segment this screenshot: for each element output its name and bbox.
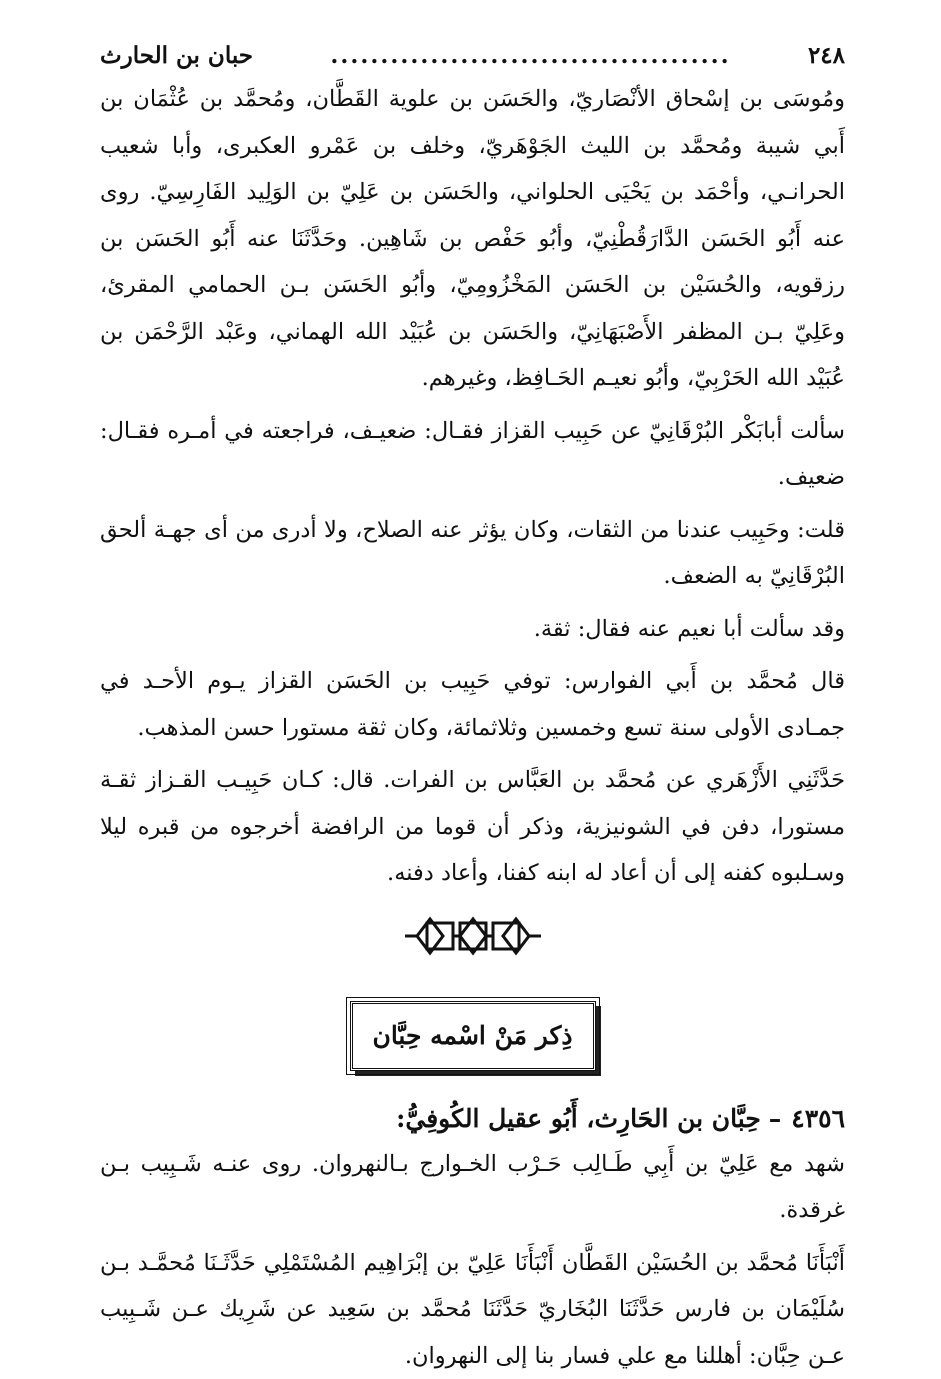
paragraph-5: قال مُحمَّد بن أَبي الفوارس: توفي حَبِيب بن الحَسَن القزاز يـوم الأحـد في جمـادى الأولى سنة تسع وخمسين وثلاثمائة، وكان ثقة مستورا حسن المذهب. [100, 658, 845, 751]
running-header [100, 36, 845, 76]
paragraph-3: قلت: وحَبِيب عندنا من الثقات، وكان يؤثر عنه الصلاح، ولا أدرى من أى جهـة ألحق البُرْقَانِيّ به الضعف. [100, 507, 845, 600]
entry-heading [100, 1097, 845, 1141]
page-number: ٢٤٨ [808, 36, 845, 76]
header-leader-dots: ........................................ [263, 36, 798, 76]
paragraph-6: حَدَّثَنِي الأَزْهَري عن مُحمَّد بن العَبَّاس بن الفرات. قال: كـان حَبِيـب القـزاز ثقـة مستورا، دفن في الشونيزية، وذكر أن قوما من الرافضة أخرجوه من قبره ليلا وسـلبوه كفنه إلى أن أعاد له ابنه كفنا، وأعاد دفنه. [100, 757, 845, 897]
entry-title: حِبَّان بن الحَارِث، أَبُو عقيل الكُوفِيُّ: [396, 1104, 761, 1133]
section-title: ذِكر مَنْ اسْمه حِبَّان [372, 1021, 572, 1050]
paragraph-4: وقد سألت أبا نعيم عنه فقال: ثقة. [100, 606, 845, 653]
ornament-divider-icon [403, 911, 543, 961]
entry-dash: – [769, 1104, 782, 1133]
paragraph-8: أَنْبَأَنَا مُحمَّد بن الحُسَيْن القَطَّان أَنْبَأَنَا عَلِيّ بن إبْرَاهِيم المُسْتَمْلِي حَدَّثَـنَا مُحمَّـد بـن سُلَيْمَان بن فارس حَدَّثَنَا البُخَاريّ حَدَّثَنَا مُحمَّد بن سَعِيد عن شَرِيك عـن شَـبِيب عـن حِبَّان: أهللنا مع علي فسار بنا إلى النهروان. [100, 1240, 845, 1379]
paragraph-1: ومُوسَى بن إسْحاق الأنْصَاريّ، والحَسَن بن علوية القَطَّان، ومُحمَّد بن عُثْمَان بن أَبي شيبة ومُحمَّد بن الليث الجَوْهَريّ، وخلف بن عَمْرو العكبرى، وأبا شعيب الحرانـي، وأحْمَد بن يَحْيَى الحلواني، والحَسَن بن عَلِيّ بن الوَلِيد الفَارِسِيّ. روى عنه أَبُو الحَسَن الدَّارَقُطْنِيّ، وأبُو حَفْص بن شَاهِين. وحَدَّثَنَا عنه أَبُو الحَسَن بن رزقويه، والحُسَيْن بن الحَسَن المَخْزُومِيّ، وأبُو الحَسَن بـن الحمامي المقرئ، وعَلِيّ بـن المظفر الأَصْبَهَانِيّ، والحَسَن بن عُبَيْد الله الهماني، وعَبْد الرَّحْمَن بن عُبَيْد الله الحَرْبِيّ، وأبُو نعيـم الحَـافِظ، وغيرهم. [100, 76, 845, 402]
entry-number: ٤٣٥٦ [791, 1104, 845, 1133]
paragraph-2: سألت أبابَكْر البُرْقَانِيّ عن حَبِيب القزاز فقـال: ضعيـف، فراجعته في أمـره فقـال: ضعيف. [100, 408, 845, 501]
paragraph-7: شهد مع عَلِيّ بن أَبِي طَـالِب حَـرْب الخـوارج بـالنهروان. روى عنـه شَـبِيب بـن غرقدة. [100, 1141, 845, 1234]
running-title: حبان بن الحارث [100, 36, 253, 76]
section-title-box [350, 1001, 596, 1071]
